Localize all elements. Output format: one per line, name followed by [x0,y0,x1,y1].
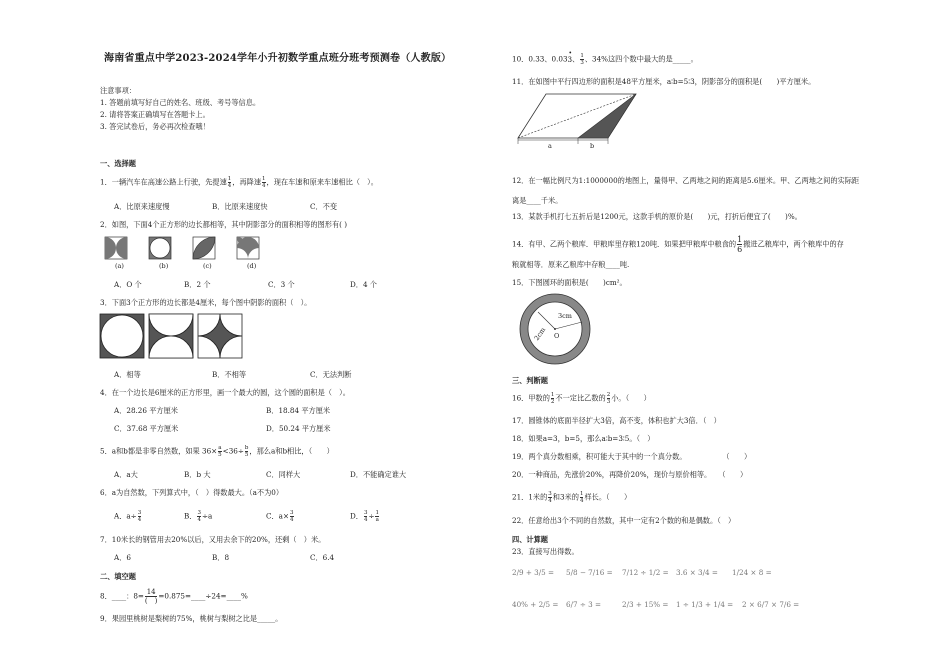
option: A．a÷ $\frac{3}{4}$ [114,510,142,523]
question-7: 7．10米长的钢管用去20%以后，又用去余下的20%，还剩（ ）米。 [100,535,326,544]
figure-label: (c) [203,262,212,270]
ring-figure [518,292,594,368]
option: A．相等 [114,370,141,379]
note-item: 1. 答题前填写好自己的姓名、班级、考号等信息。 [100,98,261,107]
question-19: 19．两个真分数相乘，积可能大于其中的一个真分数。 （ ） [512,452,752,461]
calc-item: 2/3 + 15% = [622,600,669,609]
fraction: $\frac{b}{5}$ [244,445,249,458]
question-10: 10．0.33、0.03 • 3、 $\frac{1}{3}$ 、34%这四个数中最大的是_____。 [512,49,698,66]
calc-item: 2 × 6/7 × 7/6 = [742,600,800,609]
option: C．3 个 [268,280,295,289]
option: C．a× $\frac{3}{4}$ [266,510,294,523]
q3-figures [100,314,250,360]
figure-d [237,237,259,259]
q2-figures [105,237,265,267]
option: D．不能确定谁大 [350,470,407,479]
radius-label-inner: 2cm [532,326,548,343]
question-15: 15．下图圆环的面积是( )cm²。 [512,278,627,287]
option: C．37.68 平方厘米 [114,424,179,433]
question-14-cont: 粮就相等．原来乙粮库中存粮____吨. [512,260,630,269]
option: B．b 大 [184,470,211,479]
question-5: 5．a和b都是非零自然数，如果 36× $\frac{a}{5}$ <36÷ $\frac{b}{5}$ ，那么a和b相比，（ ） [100,445,334,458]
question-23: 23．直接写出得数。 [512,547,579,556]
question-9: 9．果园里桃树是梨树的75%，桃树与梨树之比是_____。 [100,614,283,623]
question-13: 13．某款手机打七五折后是1200元，这款手机的原价是( )元，打折后便宜了( )%。 [512,212,802,221]
question-18: 18．如果a=3，b=5，那么a∶b=3∶5。（ ） [512,434,655,443]
note-item: 3. 答完试卷后，务必再次检查哦！ [100,122,210,131]
option: A．6 [114,553,131,562]
question-4: 4．在一个边长是6厘米的正方形里，画一个最大的圆，这个圆的面积是（ ）。 [100,388,350,397]
option: D．4 个 [350,280,377,289]
calc-item: 40% + 2/5 = [512,600,559,609]
calc-item: 7/12 ÷ 1/2 = [622,568,669,577]
figure-c [193,237,215,259]
question-1: 1．一辆汽车在高速公路上行驶，先提速 $\frac{1}{4}$ ，再降速 $\frac{1}{4}$ ，现在车速和原来车速相比（ ）。 [100,176,378,189]
q3-figure-2 [149,314,193,358]
question-3: 3．下面3个正方形的边长都是4厘米，每个图中阴影的面积（ ）。 [100,298,312,307]
question-14: 14．有甲、乙两个粮库．甲粮库里存粮120吨．如果把甲粮库中粮食的 $\frac{1}{6}$ 搬进乙粮库中，两个粮库中的存 [512,235,844,254]
page-title: 海南省重点中学2023-2024学年小升初数学重点班分班考预测卷（人教版） [104,53,452,64]
calc-item: 1/24 × 8 = [732,568,772,577]
option: B．2 个 [184,280,211,289]
question-11: 11．在如图中平行四边形的面积是48平方厘米，a∶b=5∶3，阴影部分的面积是( )平方厘米。 [512,77,816,86]
calc-item: 6/7 ÷ 3 = [566,600,602,609]
question-20: 20．一种商品，先涨价20%，再降价20%，现价与原价相等。 （ ） [512,470,748,479]
calc-item: 1 ÷ 1/3 + 1/4 = [676,600,734,609]
section-heading-judge: 三、判断题 [512,376,548,385]
option: A．O 个 [114,280,142,289]
option: C．无法判断 [310,370,352,379]
section-heading-calc: 四、计算题 [512,535,548,544]
question-2: 2．如图，下面4个正方形的边长都相等，其中阴影部分的面积相等的图形有( ) [100,220,348,229]
notes-heading: 注意事项： [100,86,136,95]
question-12-cont: 离是____千米。 [512,196,563,205]
segment-label-a: a [548,142,552,150]
question-12: 12．在一幅比例尺为1:1000000的地图上，量得甲、乙两地之间的距离是5.6厘米。甲、乙两地之间的实际距 [512,176,860,185]
figure-b [149,237,171,259]
option: B．8 [212,553,230,562]
option: B．不相等 [212,370,247,379]
option: D． $\frac{3}{4}$ ÷ $\frac{1}{a}$ [350,510,379,523]
question-21: 21．1米的 $\frac{3}{4}$ 和3米的 $\frac{1}{4}$ 样长。（ ） [512,491,632,504]
option: B．18.84 平方厘米 [266,406,331,415]
question-16: 16．甲数的 $\frac{1}{2}$ 不一定比乙数的 $\frac{2}{3}$ 小。（ ） [512,392,651,405]
segment-label-b: b [590,142,595,150]
fraction: $\frac{1}{4}$ [227,176,232,189]
section-heading-choice: 一、选择题 [100,159,136,168]
calc-item: 5/8 − 7/16 = [566,568,613,577]
option: B． $\frac{3}{4}$ ÷a [184,510,213,523]
question-8: 8．____：8= $\frac{14}{( )}$ =0.875=____÷24=____% [100,588,248,605]
figure-label: (a) [115,262,124,270]
option: C．6.4 [310,553,335,562]
option: A．比原来速度慢 [114,202,170,211]
option: C．不变 [310,202,338,211]
center-label: O [554,332,560,340]
question-6: 6．a为自然数，下列算式中，（ ）得数最大。（a不为0） [100,488,284,497]
fraction: $\frac{1}{4}$ [262,176,266,189]
question-22: 22．任意给出3个不同的自然数，其中一定有2个数的和是偶数。（ ） [512,516,736,525]
option: B．比原来速度快 [212,202,268,211]
question-17: 17．圆锥体的底面半径扩大3倍，高不变，体积也扩大3倍．（ ） [512,416,721,425]
option: D．50.24 平方厘米 [266,424,331,433]
option: A．a大 [114,470,138,479]
calc-item: 3.6 × 3/4 = [676,568,718,577]
radius-label-outer: 3cm [558,312,572,320]
fraction: $\frac{a}{5}$ [218,445,222,458]
option: A．28.26 平方厘米 [114,406,178,415]
figure-a [105,237,127,259]
figure-label: (b) [159,262,169,270]
note-item: 2. 请将答案正确填写在答题卡上。 [100,110,210,119]
q3-figure-1 [100,314,144,358]
q3-figure-3 [198,314,242,358]
section-heading-fill: 二、填空题 [100,572,136,581]
option: C．同样大 [266,470,301,479]
figure-label: (d) [247,262,257,270]
parallelogram-figure [518,94,643,146]
calc-item: 2/9 + 3/5 = [512,568,555,577]
